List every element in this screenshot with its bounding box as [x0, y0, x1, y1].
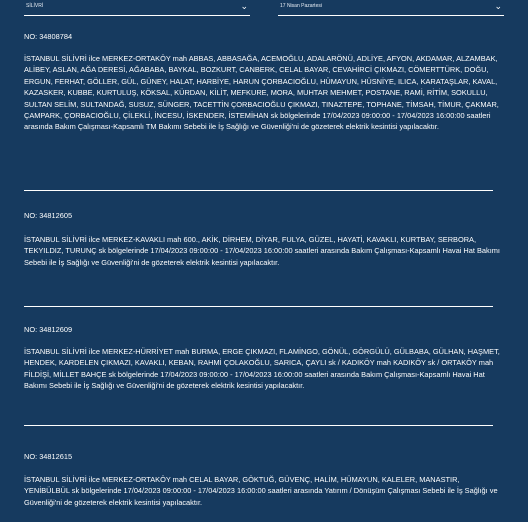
date-select[interactable]: [278, 0, 504, 16]
outage-description: İSTANBUL SİLİVRİ ilce MERKEZ-ORTAKÖY mah ABBAS, ABBASAĞA, ACEMOĞLU, ADALARÖNÜ, ADLİYE, AFYON, AKDAMAR, ALZAMBAK, ALİBEY, ASLAN, AĞA DERESİ, AĞABABA, BAYKAL, BOZKURT, CANBERK, CELAL BAYAR, CEVAHİRCİ ÇIKMAZI, CÖMERTTÜRK, DOĞU, ERGUN, FERHAT, GÖLLER, GÜL, GÜNEY, HALAT, HARBİYE, HARUN ÇORBACIOĞLU, HÜMAYUN, HÜSNİYE, ILICA, KARATAŞLAR, KAVAL, KAZASKER, KUBBE, KURTULUŞ, KÖKSAL, KÜRDAN, KİLİT, MEFKURE, MORA, MUHTAR MEHMET, POSTANE, RAMİ, RİTİM, SOKULLU, SULTAN SELİM, SULTANDAĞ, SUSUZ, SÜNGER, TACETTİN ÇORBACIOĞLU ÇIKMAZI, TINAZTEPE, TOPHANE, TİMSAH, TİMUR, ÇAKMAR, ÇAMPARK, ÇORBACIOĞLU, ÇİLEKLİ, İNCESU, İSKENDER, İSTEMİHAN sk bölgelerinde 17/04/2023 09:00:00 - 17/04/2023 16:00:00 saatleri arasında Bakım Çalışması-Kapsamlı TM Bakımı Sebebi ile İş Sağlığı ve Güvenliği'ni de gözeterek elektrik kesintisi yapılacaktır.: [24, 54, 499, 132]
outage-number: NO: 34812615: [24, 452, 73, 461]
divider: [24, 190, 493, 191]
chevron-down-icon: ⌄: [240, 1, 248, 11]
divider: [24, 306, 493, 307]
chevron-down-icon: ⌄: [494, 1, 502, 11]
divider: [24, 425, 493, 426]
outage-item: [24, 452, 504, 508]
outage-description: İSTANBUL SİLİVRİ ilce MERKEZ-KAVAKLI mah 600., AKİK, DİRHEM, DİYAR, FULYA, GÜZEL, HAYATİ, KAVAKLI, KURTBAY, SERBORA, TEKYILDIZ, TURUNÇ sk bölgelerinde 17/04/2023 09:00:00 - 17/04/2023 16:00:00 saatleri arasında Bakım Çalışması-Kapsamlı Havai Hat Bakımı Sebebi ile İş Sağlığı ve Güvenliği'ni de gözeterek elektrik kesintisi yapılacaktır.: [24, 235, 500, 267]
outage-number: NO: 34808784: [24, 32, 73, 41]
outage-item: [24, 211, 504, 268]
filter-bar: [0, 0, 528, 18]
district-select[interactable]: [24, 0, 250, 16]
outage-item: [24, 32, 504, 133]
outage-item: [24, 325, 504, 392]
outage-number: NO: 34812609: [24, 325, 73, 334]
district-select-value: SİLİVRİ: [26, 3, 44, 9]
outage-description: İSTANBUL SİLİVRİ ilce MERKEZ-HÜRRİYET mah BURMA, ERGE ÇIKMAZI, FLAMİNGO, GÖNÜL, GÖRGÜLÜ, GÜLBABA, GÜLHAN, HAŞMET, HENDEK, KARDELEN ÇIKMAZI, KAVAKLI, KEBAN, RAHMİ ÇOLAKOĞLU, SARICA, ÇAYLI sk / KADIKÖY mah KADIKÖY sk / ORTAKÖY mah FİLDİŞİ, MİLLET BAHÇE sk bölgelerinde 17/04/2023 09:00:00 - 17/04/2023 16:00:00 saatleri arasında Bakım Çalışması-Kapsamlı Havai Hat Bakımı Sebebi ile İş Sağlığı ve Güvenliği'ni de gözeterek elektrik kesintisi yapılacaktır.: [24, 347, 500, 391]
outage-number: NO: 34812605: [24, 211, 73, 220]
outage-description: İSTANBUL SİLİVRİ ilce MERKEZ-ORTAKÖY mah CELAL BAYAR, GÖKTUĞ, GÜVENÇ, HALİM, HÜMAYUN, KALELER, MANASTIR, YENİBÜLBÜL sk bölgelerinde 17/04/2023 09:00:00 - 17/04/2023 16:00:00 saatleri arasında Yatırım / Dönüşüm Çalışması Sebebi ile İş Sağlığı ve Güvenliği'ni de gözeterek elektrik kesintisi yapılacaktır.: [24, 475, 498, 507]
date-select-value: 17 Nisan Pazartesi: [280, 3, 322, 9]
